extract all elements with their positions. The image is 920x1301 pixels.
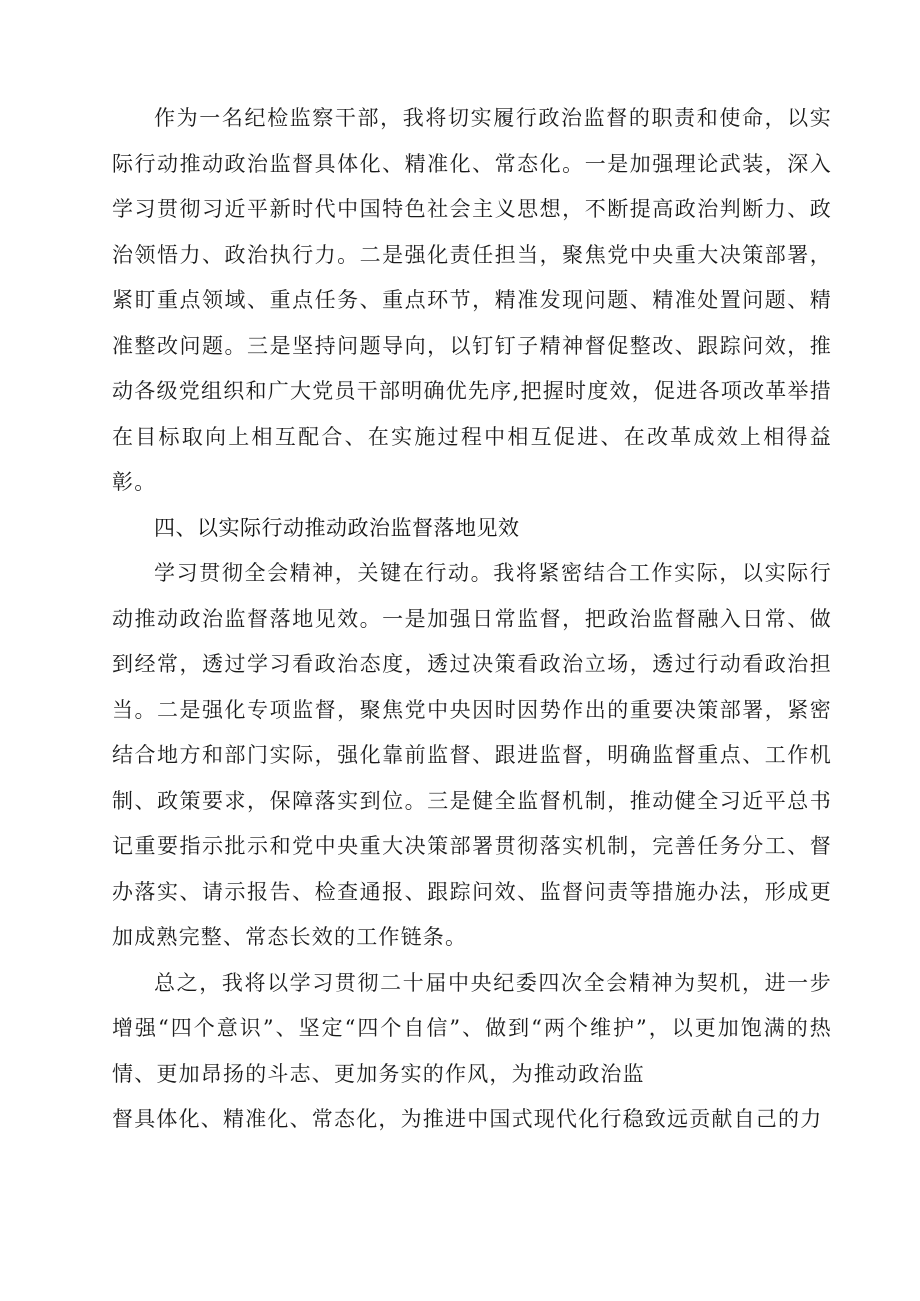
body-paragraph-3: 总之，我将以学习贯彻二十届中央纪委四次全会精神为契机，进一步增强“四个意识”、坚定“四个自信”、做到“两个维护”，以更加饱满的热情、更加昂扬的斗志、更加务实的作风，为推动政治监: [112, 970, 832, 1086]
body-paragraph-4: 督具体化、精准化、常态化，为推进中国式现代化行稳致远贡献自己的力: [112, 1107, 823, 1131]
body-paragraph-2: 学习贯彻全会精神，关键在行动。我将紧密结合工作实际，以实际行动推动政治监督落地见效。一是加强日常监督，把政治监督融入日常、做到经常，透过学习看政治态度，透过决策看政治立场，透过行动看政治担当。二是强化专项监督，聚焦党中央因时因势作出的重要决策部署，紧密结合地方和部门实际，强化靠前监督、跟进监督，明确监督重点、工作机制、政策要求，保障落实到位。三是健全监督机制，推动健全习近平总书记重要指示批示和党中央重大决策部署贯彻落实机制，完善任务分工、督办落实、请示报告、检查通报、跟踪问效、监督问责等措施办法，形成更加成熟完整、常态长效的工作链条。: [112, 561, 832, 949]
document-body: [112, 96, 832, 1143]
body-paragraph-1: 作为一名纪检监察干部，我将切实履行政治监督的职责和使命，以实际行动推动政治监督具体化、精准化、常态化。一是加强理论武装，深入学习贯彻习近平新时代中国特色社会主义思想，不断提高政治判断力、政治领悟力、政治执行力。二是强化责任担当，聚焦党中央重大决策部署，紧盯重点领域、重点任务、重点环节，精准发现问题、精准处置问题、精准整改问题。三是坚持问题导向，以钉钉子精神督促整改、跟踪问效，推动各级党组织和广大党员干部明确优先序,把握时度效，促进各项改革举措在目标取向上相互配合、在实施过程中相互促进、在改革成效上相得益彰。: [112, 106, 832, 494]
section-heading-4: 四、以实际行动推动政治监督落地见效: [154, 515, 520, 540]
